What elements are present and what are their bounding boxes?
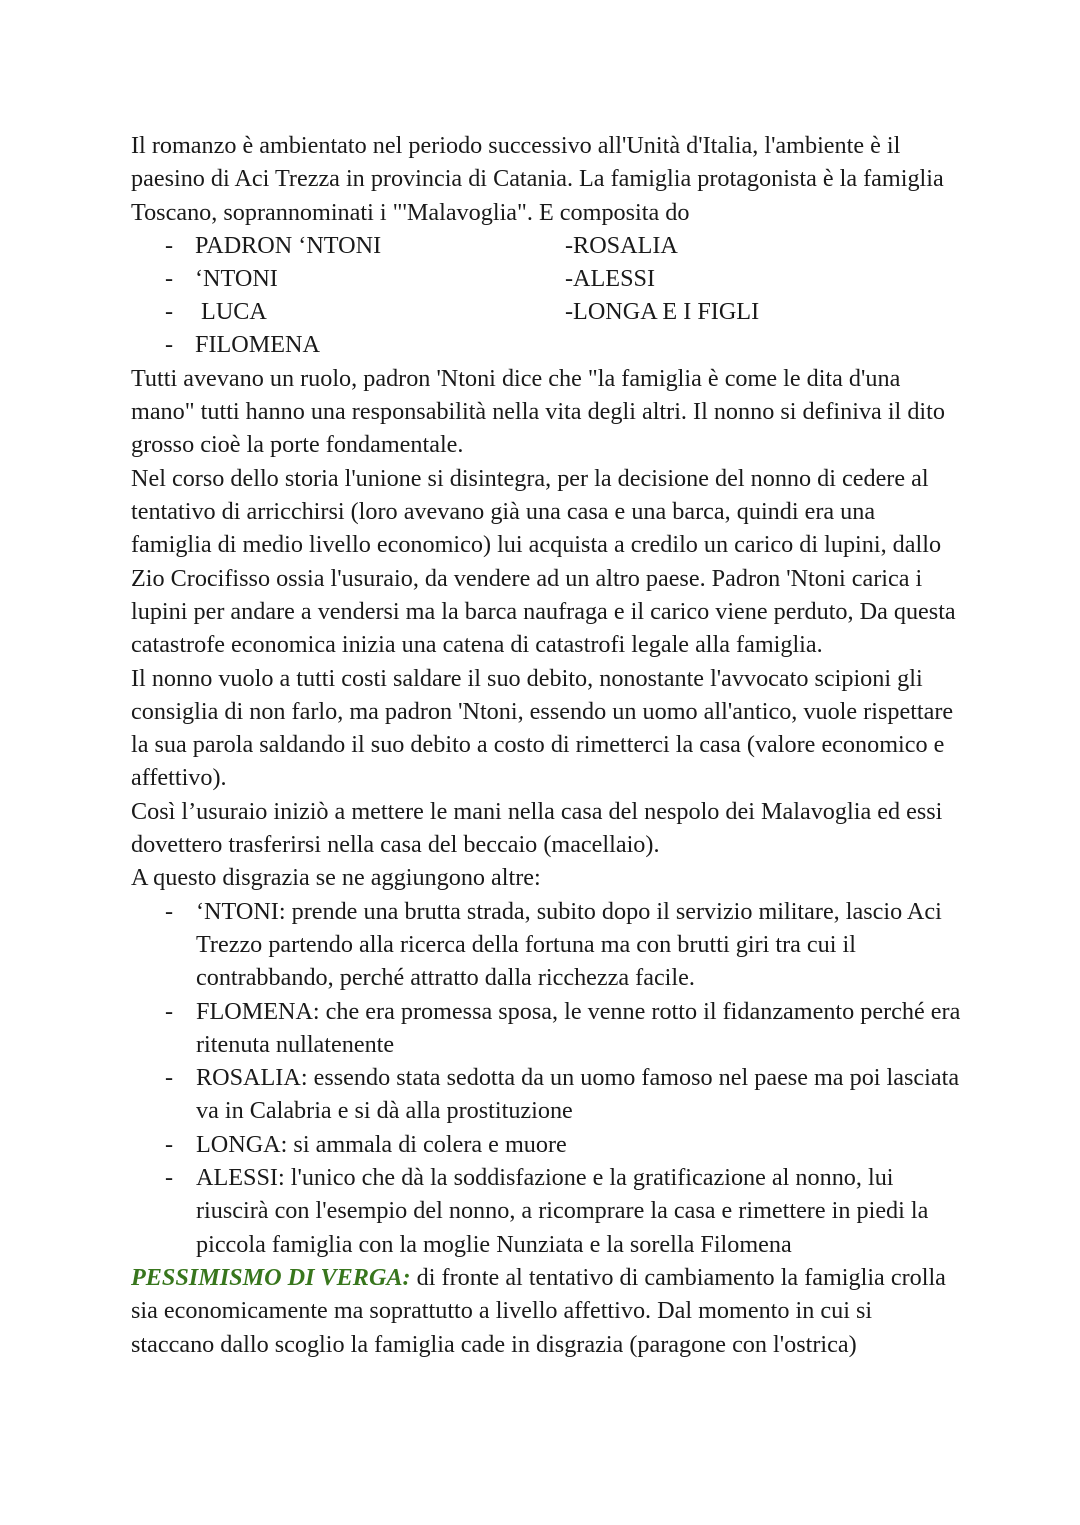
member-name: -LONGA E I FIGLI — [565, 297, 760, 325]
list-item — [131, 328, 961, 361]
event-text: FLOMENA: che era promessa sposa, le venne rotto il fidanzamento perché era ritenuta nullatenente — [196, 997, 961, 1058]
member-name: FILOMENA — [195, 330, 320, 358]
misfortunes-list — [131, 895, 961, 1261]
list-dash: - — [165, 1130, 174, 1158]
list-item — [131, 995, 961, 1062]
list-dash: - — [165, 897, 174, 925]
body-paragraph: Il nonno vuolo a tutti costi saldare il suo debito, nonostante l'avvocato scipioni gli consiglia di non farlo, ma padron 'Ntoni, essendo un uomo all'antico, vuole rispettare la sua parola saldando il suo debito a costo di rimetterci la casa (valore economico e affettivo). — [131, 664, 954, 792]
list-dash: - — [165, 297, 174, 325]
intro-paragraph: Il romanzo è ambientato nel periodo successivo all'Unità d'Italia, l'ambiente è il paesino di Aci Trezza in provincia di Catania. La famiglia protagonista è la famiglia Toscano, soprannominati i "'Malavoglia". E composita do — [131, 132, 944, 226]
list-dash: - — [165, 1064, 174, 1092]
member-name: ‘NTONI — [195, 264, 278, 292]
list-item — [131, 295, 961, 328]
list-dash: - — [165, 231, 174, 259]
list-item — [131, 262, 961, 295]
list-item — [131, 895, 961, 995]
member-name: -ALESSI — [565, 264, 656, 292]
event-text: ‘NTONI: prende una brutta strada, subito dopo il servizio militare, lascio Aci Trezzo partendo alla ricerca della fortuna ma con brutti giri tra cui il contrabbando, perché attratto dalla ricchezza facile. — [196, 897, 942, 992]
document-page — [131, 129, 961, 1361]
list-dash: - — [165, 330, 174, 358]
list-item — [131, 1161, 961, 1261]
member-name: PADRON ‘NTONI — [195, 231, 382, 259]
conclusion-paragraph — [131, 1261, 961, 1361]
list-dash: - — [165, 1164, 174, 1192]
event-text: LONGA: si ammala di colera e muore — [196, 1130, 567, 1158]
conclusion-text: di fronte al tentativo di cambiamento la famiglia crolla sia economicamente ma soprattutto a livello affettivo. Dal momento in cui si staccano dallo scoglio la famiglia cade in disgrazia (paragone con l'ostrica) — [131, 1263, 946, 1358]
list-dash: - — [165, 997, 174, 1025]
list-dash: - — [165, 264, 174, 292]
member-name: LUCA — [195, 297, 267, 325]
body-paragraph: A questo disgrazia se ne aggiungono altre: — [131, 864, 541, 892]
event-text: ROSALIA: essendo stata sedotta da un uomo famoso nel paese ma poi lasciata va in Calabria e si dà alla prostituzione — [196, 1064, 960, 1125]
body-paragraph: Così l’usuraio iniziò a mettere le mani nella casa del nespolo dei Malavoglia ed essi dovettero trasferirsi nella casa del beccaio (macellaio). — [131, 797, 943, 859]
list-item — [131, 1128, 961, 1161]
body-paragraph: Nel corso dello storia l'unione si disintegra, per la decisione del nonno di cedere al tentativo di arricchirsi (loro avevano già una casa e una barca, quindi era una famiglia di medio livello economico) lui acquista a credilo un carico di lupini, dallo Zio Crocifisso ossia l'usuraio, da vendere ad un altro paese. Padron 'Ntoni carica i lupini per andare a vendersi ma la barca naufraga e il carico viene perduto, Da questa catastrofe economica inizia una catena di catastrofi legale alla famiglia. — [131, 464, 956, 659]
list-item — [131, 1061, 961, 1128]
family-members-list — [131, 229, 961, 362]
list-item — [131, 229, 961, 262]
member-name: -ROSALIA — [565, 231, 678, 259]
event-text: ALESSI: l'unico che dà la soddisfazione e la gratificazione al nonno, lui riuscirà con l'esempio del nonno, a ricomprare la casa e rimettere in piedi la piccola famiglia con la moglie Nunziata e la sorella Filomena — [196, 1164, 929, 1258]
section-heading: PESSIMISMO DI VERGA: — [131, 1263, 411, 1291]
body-paragraph: Tutti avevano un ruolo, padron 'Ntoni dice che "la famiglia è come le dita d'una mano" tutti hanno una responsabilità nella vita degli altri. Il nonno si definiva il dito grosso cioè la porte fondamentale. — [131, 364, 945, 459]
